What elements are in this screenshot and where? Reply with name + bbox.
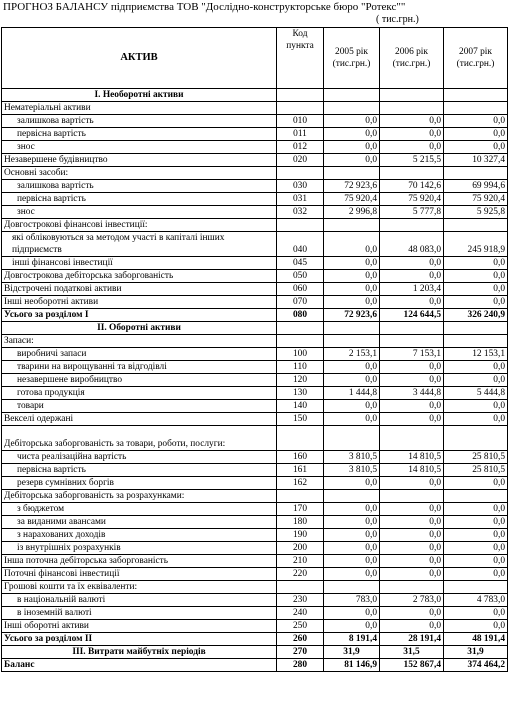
value-2007: 0,0 — [444, 374, 508, 387]
value-2005: 3 810,5 — [324, 464, 380, 477]
row-code: 250 — [277, 620, 324, 633]
value-2006: 70 142,6 — [380, 180, 444, 193]
row-code: 180 — [277, 516, 324, 529]
table-row — [2, 361, 508, 374]
value-2007: 31,9 — [444, 646, 508, 659]
table-row — [2, 128, 508, 141]
row-code: 210 — [277, 555, 324, 568]
row-code: 200 — [277, 542, 324, 555]
table-row — [2, 607, 508, 620]
value-2007: 75 920,4 — [444, 193, 508, 206]
table-row — [2, 490, 508, 503]
row-label: Усього за розділом ІІ — [2, 633, 277, 646]
value-2005: 0,0 — [324, 477, 380, 490]
table-row — [2, 348, 508, 361]
value-2006: 0,0 — [380, 568, 444, 581]
table-row — [2, 232, 508, 257]
row-code: 011 — [277, 128, 324, 141]
table-row — [2, 180, 508, 193]
table-row — [2, 400, 508, 413]
value-2006: 48 083,0 — [380, 232, 444, 257]
value-2007: 4 783,0 — [444, 594, 508, 607]
row-code: 012 — [277, 141, 324, 154]
value-2007: 0,0 — [444, 270, 508, 283]
value-2005: 783,0 — [324, 594, 380, 607]
row-label: резерв сумнівних боргів — [2, 477, 277, 490]
value-2007: 0,0 — [444, 400, 508, 413]
value-2006: 152 867,4 — [380, 659, 444, 672]
value-2007: 0,0 — [444, 115, 508, 128]
value-2005: 8 191,4 — [324, 633, 380, 646]
value-2007: 0,0 — [444, 607, 508, 620]
value-2006: 3 444,8 — [380, 387, 444, 400]
row-code: 080 — [277, 309, 324, 322]
value-2006: 0,0 — [380, 503, 444, 516]
row-label: ІІІ. Витрати майбутніх періодів — [2, 646, 277, 659]
value-2005: 0,0 — [324, 620, 380, 633]
table-row — [2, 89, 508, 102]
value-2007 — [444, 102, 508, 115]
header-row — [2, 28, 508, 89]
row-code: 130 — [277, 387, 324, 400]
value-2005 — [324, 581, 380, 594]
row-code — [277, 167, 324, 180]
value-2006 — [380, 102, 444, 115]
value-2006: 0,0 — [380, 128, 444, 141]
row-code: 170 — [277, 503, 324, 516]
value-2006 — [380, 219, 444, 232]
row-label: Основні засоби: — [2, 167, 277, 180]
row-label: Інша поточна дебіторська заборгованість — [2, 555, 277, 568]
value-2006: 0,0 — [380, 413, 444, 426]
value-2005: 0,0 — [324, 516, 380, 529]
value-2006: 124 644,5 — [380, 309, 444, 322]
value-2006: 0,0 — [380, 296, 444, 309]
table-row — [2, 322, 508, 335]
value-2006 — [380, 167, 444, 180]
value-2005: 0,0 — [324, 400, 380, 413]
row-code: 120 — [277, 374, 324, 387]
value-2006 — [380, 490, 444, 503]
value-2006: 0,0 — [380, 607, 444, 620]
row-label: первісна вартість — [2, 464, 277, 477]
row-label: знос — [2, 206, 277, 219]
value-2006: 0,0 — [380, 620, 444, 633]
row-label: Запаси: — [2, 335, 277, 348]
table-row — [2, 594, 508, 607]
row-code — [277, 219, 324, 232]
row-code: 230 — [277, 594, 324, 607]
table-row — [2, 516, 508, 529]
row-label: Відстрочені податкові активи — [2, 283, 277, 296]
table-row — [2, 464, 508, 477]
row-label: із внутрішніх розрахунків — [2, 542, 277, 555]
row-code: 100 — [277, 348, 324, 361]
row-code: 220 — [277, 568, 324, 581]
value-2006: 1 203,4 — [380, 283, 444, 296]
row-label: Векселі одержані — [2, 413, 277, 426]
row-code — [277, 102, 324, 115]
value-2005: 0,0 — [324, 413, 380, 426]
value-2007 — [444, 581, 508, 594]
table-row — [2, 646, 508, 659]
value-2007: 0,0 — [444, 529, 508, 542]
value-2006 — [380, 581, 444, 594]
row-code: 060 — [277, 283, 324, 296]
value-2005: 0,0 — [324, 296, 380, 309]
value-2005: 72 923,6 — [324, 309, 380, 322]
value-2005 — [324, 167, 380, 180]
value-2005: 31,9 — [324, 646, 380, 659]
row-label: з бюджетом — [2, 503, 277, 516]
row-code — [277, 322, 324, 335]
header-2006: 2006 рік (тис.грн.) — [380, 28, 444, 89]
row-label: за виданими авансами — [2, 516, 277, 529]
row-code: 020 — [277, 154, 324, 167]
row-label: які обліковуються за методом участі в капіталі інших підприємств — [2, 232, 277, 257]
value-2006: 2 783,0 — [380, 594, 444, 607]
row-code — [277, 426, 324, 451]
unit-label: ( тис.грн.) — [376, 14, 419, 25]
header-activ: АКТИВ — [2, 28, 277, 89]
header-code: Код пункта — [277, 28, 324, 89]
value-2007 — [444, 322, 508, 335]
table-row — [2, 659, 508, 672]
row-code: 040 — [277, 232, 324, 257]
value-2007: 0,0 — [444, 257, 508, 270]
value-2005: 0,0 — [324, 529, 380, 542]
row-code: 150 — [277, 413, 324, 426]
value-2006: 0,0 — [380, 477, 444, 490]
value-2005: 0,0 — [324, 361, 380, 374]
row-label: Довгострокові фінансові інвестиції: — [2, 219, 277, 232]
row-label: незавершене виробництво — [2, 374, 277, 387]
value-2006: 0,0 — [380, 141, 444, 154]
table-row — [2, 167, 508, 180]
row-code: 031 — [277, 193, 324, 206]
value-2006: 0,0 — [380, 257, 444, 270]
value-2005: 75 920,4 — [324, 193, 380, 206]
value-2005 — [324, 426, 380, 451]
value-2007: 374 464,2 — [444, 659, 508, 672]
row-code: 030 — [277, 180, 324, 193]
value-2005: 0,0 — [324, 232, 380, 257]
value-2007: 0,0 — [444, 283, 508, 296]
value-2007: 0,0 — [444, 542, 508, 555]
row-label: Незавершене будівництво — [2, 154, 277, 167]
row-code: 032 — [277, 206, 324, 219]
table-row — [2, 581, 508, 594]
table-row — [2, 413, 508, 426]
value-2005: 0,0 — [324, 154, 380, 167]
value-2007: 0,0 — [444, 361, 508, 374]
table-row — [2, 529, 508, 542]
value-2007: 0,0 — [444, 141, 508, 154]
value-2006 — [380, 335, 444, 348]
row-label: Довгострокова дебіторська заборгованість — [2, 270, 277, 283]
row-label: чиста реалізаційна вартість — [2, 451, 277, 464]
row-label: в іноземній валюті — [2, 607, 277, 620]
header-2005: 2005 рік (тис.грн.) — [324, 28, 380, 89]
table-row — [2, 542, 508, 555]
value-2006: 75 920,4 — [380, 193, 444, 206]
row-code: 010 — [277, 115, 324, 128]
value-2005 — [324, 490, 380, 503]
value-2007: 326 240,9 — [444, 309, 508, 322]
row-label: в національній валюті — [2, 594, 277, 607]
value-2005: 0,0 — [324, 555, 380, 568]
row-code: 070 — [277, 296, 324, 309]
value-2007: 10 327,4 — [444, 154, 508, 167]
table-row — [2, 620, 508, 633]
value-2006: 31,5 — [380, 646, 444, 659]
table-row — [2, 477, 508, 490]
table-row — [2, 335, 508, 348]
row-code — [277, 581, 324, 594]
table-row — [2, 206, 508, 219]
row-label: Дебіторська заборгованість за товари, роботи, послуги: — [2, 426, 277, 451]
document-title: ПРОГНОЗ БАЛАНСУ підприємства ТОВ "Дослідно-конструкторське бюро "Ротекс"" — [3, 1, 406, 13]
value-2007: 0,0 — [444, 477, 508, 490]
value-2007 — [444, 335, 508, 348]
table-row — [2, 270, 508, 283]
value-2006: 14 810,5 — [380, 451, 444, 464]
value-2005: 0,0 — [324, 503, 380, 516]
table-row — [2, 426, 508, 451]
row-label: залишкова вартість — [2, 180, 277, 193]
value-2005: 2 996,8 — [324, 206, 380, 219]
value-2006 — [380, 322, 444, 335]
row-code: 280 — [277, 659, 324, 672]
value-2007: 0,0 — [444, 516, 508, 529]
value-2007: 0,0 — [444, 503, 508, 516]
row-code: 161 — [277, 464, 324, 477]
value-2007 — [444, 167, 508, 180]
value-2007: 69 994,6 — [444, 180, 508, 193]
row-code: 190 — [277, 529, 324, 542]
row-code — [277, 89, 324, 102]
value-2006: 0,0 — [380, 555, 444, 568]
row-label: з нарахованих доходів — [2, 529, 277, 542]
value-2007: 48 191,4 — [444, 633, 508, 646]
table-row — [2, 154, 508, 167]
value-2005: 0,0 — [324, 283, 380, 296]
row-label: тварини на вирощуванні та відгодівлі — [2, 361, 277, 374]
value-2005: 0,0 — [324, 141, 380, 154]
row-label: виробничі запаси — [2, 348, 277, 361]
value-2006: 5 777,8 — [380, 206, 444, 219]
row-label: ІІ. Оборотні активи — [2, 322, 277, 335]
value-2005: 0,0 — [324, 568, 380, 581]
value-2005 — [324, 89, 380, 102]
value-2007: 25 810,5 — [444, 464, 508, 477]
row-code: 140 — [277, 400, 324, 413]
value-2005: 0,0 — [324, 115, 380, 128]
value-2007: 0,0 — [444, 296, 508, 309]
row-label: первісна вартість — [2, 128, 277, 141]
row-label: І. Необоротні активи — [2, 89, 277, 102]
row-label: Інші оборотні активи — [2, 620, 277, 633]
value-2005: 81 146,9 — [324, 659, 380, 672]
value-2006 — [380, 426, 444, 451]
row-label: залишкова вартість — [2, 115, 277, 128]
value-2005 — [324, 322, 380, 335]
row-code: 260 — [277, 633, 324, 646]
table-row — [2, 374, 508, 387]
balance-table — [1, 27, 508, 672]
value-2005: 0,0 — [324, 542, 380, 555]
value-2007: 5 925,8 — [444, 206, 508, 219]
row-code: 045 — [277, 257, 324, 270]
value-2006: 0,0 — [380, 115, 444, 128]
value-2006: 14 810,5 — [380, 464, 444, 477]
value-2006: 0,0 — [380, 516, 444, 529]
value-2006: 0,0 — [380, 361, 444, 374]
value-2007: 0,0 — [444, 555, 508, 568]
row-code: 110 — [277, 361, 324, 374]
row-code: 160 — [277, 451, 324, 464]
table-row — [2, 503, 508, 516]
value-2007 — [444, 426, 508, 451]
value-2005 — [324, 102, 380, 115]
table-row — [2, 633, 508, 646]
value-2007: 245 918,9 — [444, 232, 508, 257]
value-2005 — [324, 335, 380, 348]
value-2006: 7 153,1 — [380, 348, 444, 361]
row-code: 240 — [277, 607, 324, 620]
value-2007: 12 153,1 — [444, 348, 508, 361]
table-row — [2, 451, 508, 464]
row-label: знос — [2, 141, 277, 154]
value-2007: 25 810,5 — [444, 451, 508, 464]
table-row — [2, 309, 508, 322]
table-row — [2, 257, 508, 270]
row-code — [277, 335, 324, 348]
value-2005: 0,0 — [324, 257, 380, 270]
value-2006: 0,0 — [380, 270, 444, 283]
value-2005: 0,0 — [324, 374, 380, 387]
value-2006: 0,0 — [380, 374, 444, 387]
row-label: Нематеріальні активи — [2, 102, 277, 115]
value-2007 — [444, 490, 508, 503]
row-label: Дебіторська заборгованість за розрахунками: — [2, 490, 277, 503]
row-label: готова продукція — [2, 387, 277, 400]
table-row — [2, 555, 508, 568]
row-code: 162 — [277, 477, 324, 490]
value-2007: 5 444,8 — [444, 387, 508, 400]
row-label: Інші необоротні активи — [2, 296, 277, 309]
value-2005: 1 444,8 — [324, 387, 380, 400]
value-2006: 0,0 — [380, 529, 444, 542]
table-row — [2, 568, 508, 581]
row-label: інші фінансові інвестиції — [2, 257, 277, 270]
value-2005: 72 923,6 — [324, 180, 380, 193]
value-2006: 5 215,5 — [380, 154, 444, 167]
row-code: 050 — [277, 270, 324, 283]
value-2007 — [444, 89, 508, 102]
value-2006: 0,0 — [380, 542, 444, 555]
value-2007: 0,0 — [444, 413, 508, 426]
row-label: Грошові кошти та їх еквіваленти: — [2, 581, 277, 594]
row-code — [277, 490, 324, 503]
value-2006: 0,0 — [380, 400, 444, 413]
table-row — [2, 193, 508, 206]
table-row — [2, 219, 508, 232]
value-2005: 3 810,5 — [324, 451, 380, 464]
table-row — [2, 283, 508, 296]
row-label: Поточні фінансові інвестиції — [2, 568, 277, 581]
value-2006 — [380, 89, 444, 102]
table-row — [2, 141, 508, 154]
row-label: товари — [2, 400, 277, 413]
value-2005: 0,0 — [324, 270, 380, 283]
row-code: 270 — [277, 646, 324, 659]
header-2007: 2007 рік (тис.грн.) — [444, 28, 508, 89]
value-2005: 0,0 — [324, 607, 380, 620]
value-2005: 2 153,1 — [324, 348, 380, 361]
table-row — [2, 115, 508, 128]
row-label: Баланс — [2, 659, 277, 672]
value-2007: 0,0 — [444, 568, 508, 581]
row-label: первісна вартість — [2, 193, 277, 206]
value-2005: 0,0 — [324, 128, 380, 141]
table-row — [2, 102, 508, 115]
value-2006: 28 191,4 — [380, 633, 444, 646]
value-2007: 0,0 — [444, 620, 508, 633]
value-2005 — [324, 219, 380, 232]
table-row — [2, 296, 508, 309]
value-2007: 0,0 — [444, 128, 508, 141]
table-row — [2, 387, 508, 400]
value-2007 — [444, 219, 508, 232]
row-label: Усього за розділом І — [2, 309, 277, 322]
